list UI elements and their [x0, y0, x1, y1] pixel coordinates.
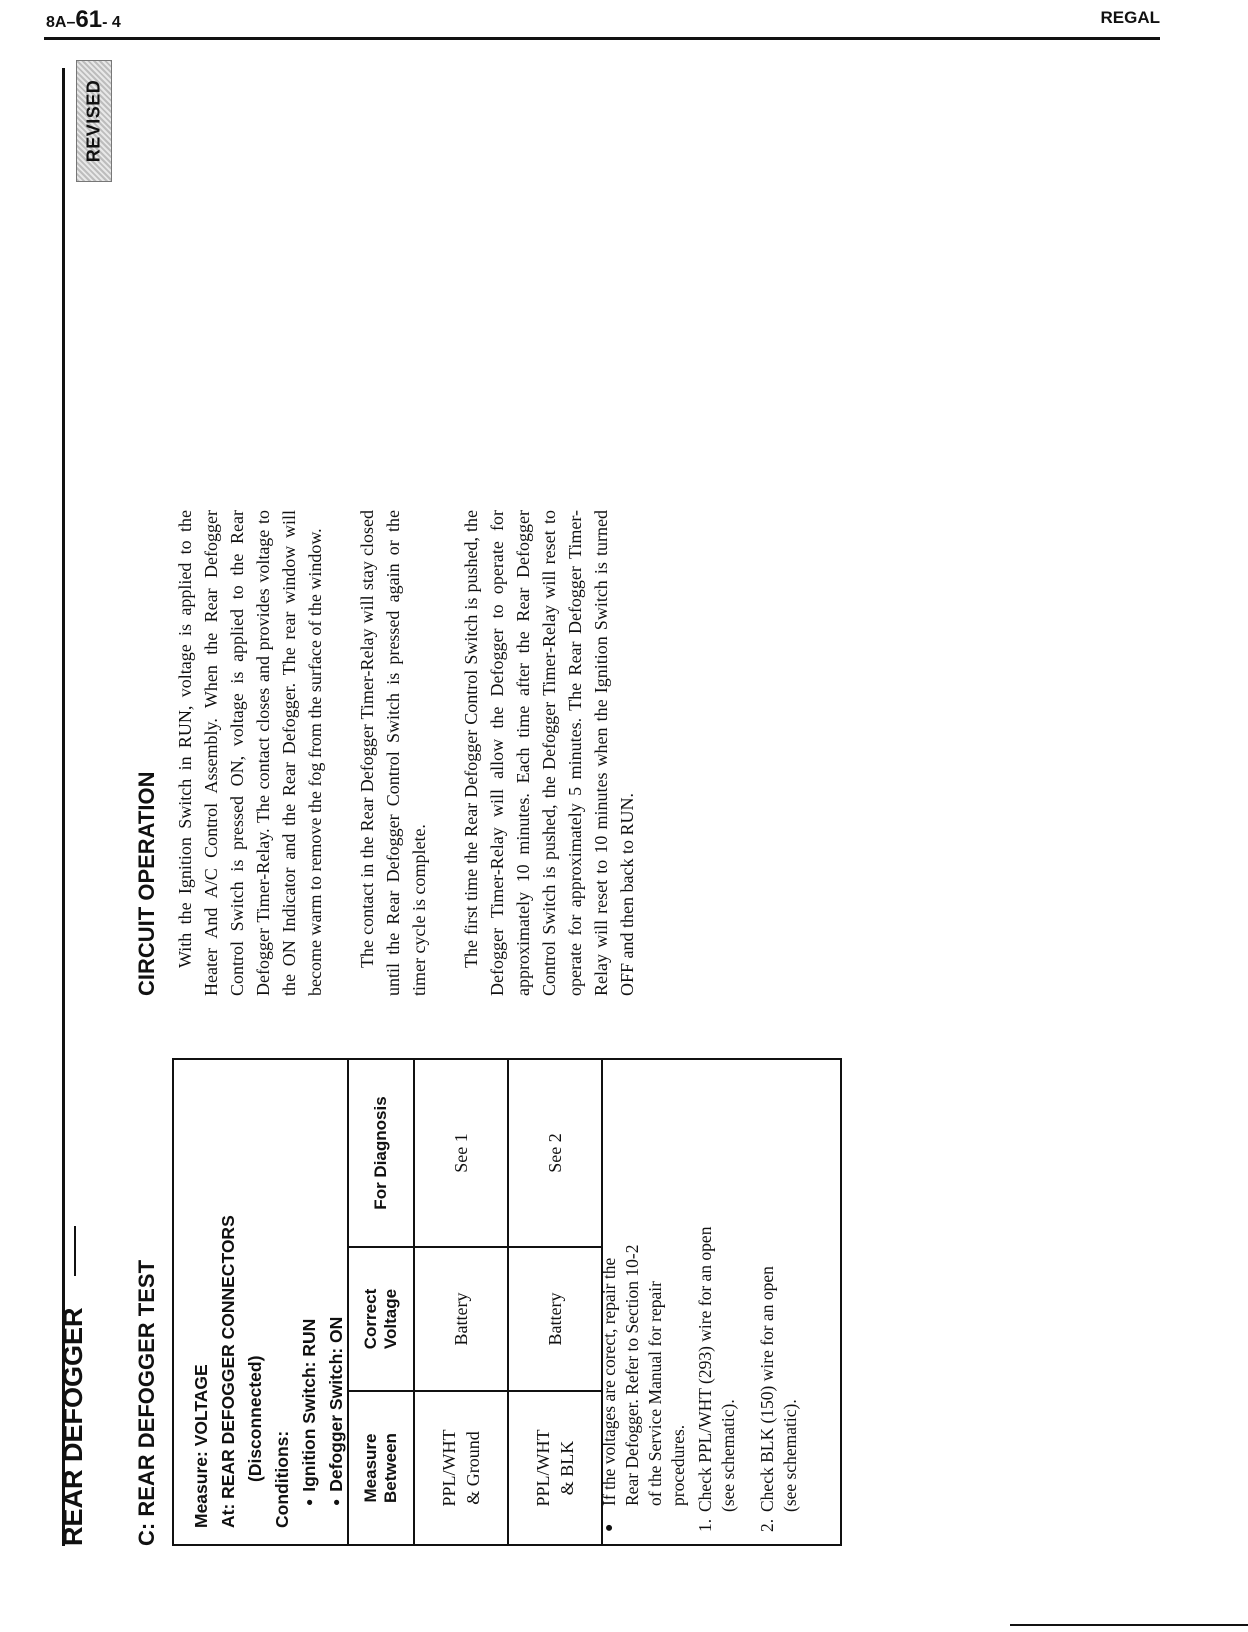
test-heading: C: REAR DEFOGGER TEST — [134, 1259, 159, 1546]
page-number-prefix: 8A– — [46, 14, 76, 31]
step-line: (see schematic). — [718, 1399, 738, 1512]
note-line: ● If the voltages are corect, repair the — [599, 1257, 619, 1506]
circuit-heading: CIRCUIT OPERATION — [134, 771, 159, 996]
cell-line: PPL/WHT — [439, 1429, 459, 1507]
page-title: REAR DEFOGGER — [58, 1307, 88, 1546]
note-line: procedures. — [668, 1424, 688, 1506]
col-header-line: For Diagnosis — [371, 1096, 390, 1210]
diagnosis-notes — [598, 1072, 802, 1532]
title-rule — [74, 1226, 76, 1276]
cell-line: & BLK — [557, 1440, 577, 1496]
page-number-main: 61 — [75, 6, 103, 33]
table-row — [415, 1060, 509, 1544]
conditions-label: Conditions: — [272, 1430, 292, 1528]
page-number — [46, 6, 121, 34]
header-rule — [44, 37, 1160, 40]
note-line: of the Service Manual for repair — [645, 1281, 665, 1506]
circuit-operation-text — [172, 510, 666, 996]
step-2 — [756, 1072, 802, 1532]
rotated-page-content — [58, 46, 1218, 1546]
col-header-line: Correct — [361, 1288, 380, 1350]
cell-diagnosis: See 2 — [509, 1060, 601, 1248]
step-line: Check BLK (150) wire for an open — [757, 1266, 777, 1512]
cell-correct-voltage: Battery — [509, 1248, 601, 1392]
col-header-line: Voltage — [381, 1288, 400, 1350]
at-note: (Disconnected) — [245, 1355, 265, 1482]
col-header-line: Between — [381, 1433, 400, 1503]
revised-badge-label: REVISED — [83, 79, 104, 163]
voltage-table — [347, 1060, 603, 1544]
footer-rule — [1010, 1624, 1248, 1626]
cell-line: & Ground — [463, 1431, 483, 1505]
cell-correct-voltage: Battery — [415, 1248, 507, 1392]
condition-defogger: ● Defogger Switch: ON — [323, 1068, 350, 1528]
cell-measure-between — [509, 1392, 601, 1544]
cell-measure-between — [415, 1392, 507, 1544]
table-row — [509, 1060, 603, 1544]
test-info — [188, 1068, 346, 1528]
col-header-line: Measure — [361, 1433, 380, 1503]
note-bullet — [598, 1072, 690, 1532]
col-header-measure-between — [349, 1392, 413, 1544]
model-name: REGAL — [1100, 8, 1160, 27]
col-header-for-diagnosis — [349, 1060, 413, 1248]
col-header-correct-voltage — [349, 1248, 413, 1392]
circuit-paragraph: With the Ignition Switch in RUN, voltage is applied to the Heater And A/C Control Assembly. When the Rear Defogger Control Switch is pressed ON, voltage is applied to the Rear Defogger Timer-Relay. The contact closes and provides voltage to the ON Indicator and the Rear Defogger. The rear window will become warm to remove the fog from the surface of the window. — [175, 510, 325, 996]
note-line: Rear Defogger. Refer to Section 10-2 — [622, 1244, 642, 1506]
page-number-suffix: - 4 — [102, 14, 121, 31]
table-header-row — [349, 1060, 415, 1544]
measure-line: Measure: VOLTAGE — [191, 1364, 211, 1528]
cell-diagnosis: See 1 — [415, 1060, 507, 1248]
condition-ignition: ● Ignition Switch: RUN — [296, 1068, 323, 1528]
circuit-paragraph: The first time the Rear Defogger Control Switch is pushed, the Defogger Timer-Relay will allow the Defogger to operate for approximately 10 minutes. Each time after the Rear Defogger Control Switch is pushed, the Defogger Timer-Relay will reset to operate for approximately 5 minutes. The Rear Defogger Timer-Relay will reset to 10 minutes when the Ignition Switch is turned OFF and then back to RUN. — [461, 510, 637, 996]
at-line: At: REAR DEFOGGER CONNECTORS — [218, 1215, 238, 1528]
step-number: 2. — [757, 1518, 777, 1532]
step-line: (see schematic). — [780, 1399, 800, 1512]
test-box — [172, 1058, 842, 1546]
step-number: 1. — [695, 1518, 715, 1532]
step-line: Check PPL/WHT (293) wire for an open — [695, 1226, 715, 1512]
circuit-paragraph: The contact in the Rear Defogger Timer-Relay will stay closed until the Rear Defogger Control Switch is pressed again or the timer cycle is complete. — [357, 510, 429, 996]
step-1 — [694, 1072, 740, 1532]
cell-line: PPL/WHT — [533, 1429, 553, 1507]
